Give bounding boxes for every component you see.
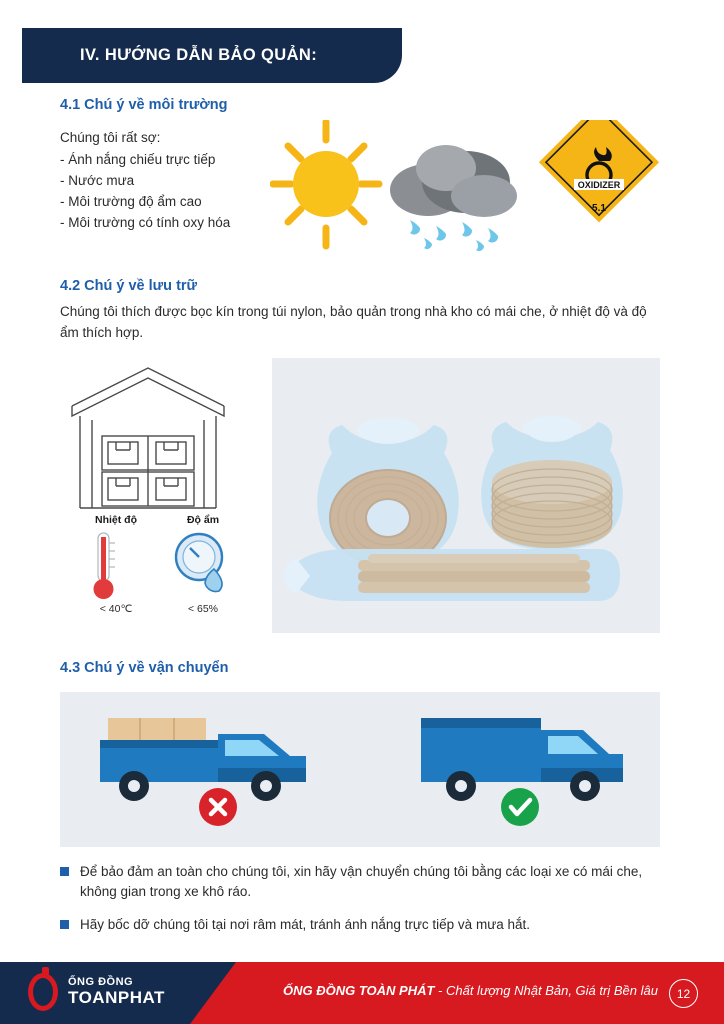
trucks-svg	[60, 692, 660, 847]
sun-icon	[273, 122, 379, 246]
bullet-square-icon	[60, 867, 69, 876]
environment-icons-group	[270, 120, 670, 255]
forbidden-icon	[199, 788, 237, 826]
logo-ring-icon	[28, 973, 58, 1011]
rain-cloud-icon	[390, 145, 517, 251]
bullet-text: Để bảo đảm an toàn cho chúng tôi, xin hãy vận chuyển chúng tôi bằng các loại xe có mái che, không gian trong xe khô ráo.	[80, 864, 643, 900]
hazard-label-text	[670, 120, 671, 121]
logo-line-1: ỐNG ĐỒNG	[68, 976, 134, 989]
bullet-text: Hãy bốc dỡ chúng tôi tại nơi râm mát, tránh ánh nắng trực tiếp và mưa hắt.	[80, 916, 531, 932]
text-4-1-intro: Chúng tôi rất sợ:	[60, 130, 161, 145]
bagged-copper-coil-right	[481, 416, 623, 550]
heading-4-1: 4.1 Chú ý về môi trường	[60, 97, 228, 113]
transport-illustration-panel	[60, 692, 660, 847]
footer-slogan-brand: ỐNG ĐỒNG TOÀN PHÁT	[283, 983, 435, 998]
hazard-class-number	[670, 120, 671, 121]
list-item	[60, 862, 670, 903]
list-item: - Môi trường độ ẩm cao	[60, 193, 202, 209]
warehouse-illustration	[60, 358, 260, 633]
thermometer-icon	[94, 533, 116, 599]
svg-text:5.1: 5.1	[592, 203, 606, 214]
heading-4-2: 4.2 Chú ý về lưu trữ	[60, 278, 198, 294]
brand-logo	[28, 973, 165, 1011]
environment-icons-svg	[270, 120, 670, 255]
oxidizer-hazard-label	[539, 120, 659, 222]
temp-label: Nhiệt độ	[95, 514, 137, 526]
list-item	[60, 915, 670, 935]
heading-4-3: 4.3 Chú ý về vận chuyển	[60, 660, 229, 676]
list-item: - Ánh nắng chiếu trực tiếp	[60, 152, 216, 167]
svg-text:OXIDIZER: OXIDIZER	[577, 180, 621, 190]
footer-slogan-rest: - Chất lượng Nhật Bản, Giá trị Bền lâu	[434, 983, 658, 998]
bagged-copper-coil-left	[317, 418, 458, 566]
humidity-gauge-icon	[176, 534, 222, 592]
bagged-copper-tubes-bottom	[284, 549, 620, 601]
footer-slogan	[283, 983, 658, 998]
list-4-1	[60, 150, 230, 234]
approved-icon	[501, 788, 539, 826]
bullet-square-icon	[60, 920, 69, 929]
page-footer	[0, 962, 724, 1024]
open-truck-icon	[100, 718, 306, 801]
transport-notes-list	[60, 862, 670, 947]
page-title: IV. HƯỚNG DẪN BẢO QUẢN:	[80, 46, 318, 64]
logo-line-2: TOANPHAT	[68, 987, 165, 1007]
list-item: - Nước mưa	[60, 172, 135, 188]
warehouse-svg	[60, 358, 260, 633]
packaging-illustration-panel	[272, 358, 660, 633]
section-header-banner	[22, 28, 402, 83]
temp-value: < 40℃	[99, 603, 133, 615]
list-item: - Môi trường có tính oxy hóa	[60, 214, 231, 230]
page-number: 12	[669, 979, 698, 1008]
humidity-value: < 65%	[187, 603, 219, 615]
text-4-2-paragraph: Chúng tôi thích được bọc kín trong túi nylon, bảo quản trong nhà kho có mái che, ở nhiệt độ và độ ẩm thích hợp.	[60, 304, 647, 340]
humidity-label: Độ ẩm	[186, 514, 220, 526]
packaged-copper-svg	[272, 358, 660, 633]
